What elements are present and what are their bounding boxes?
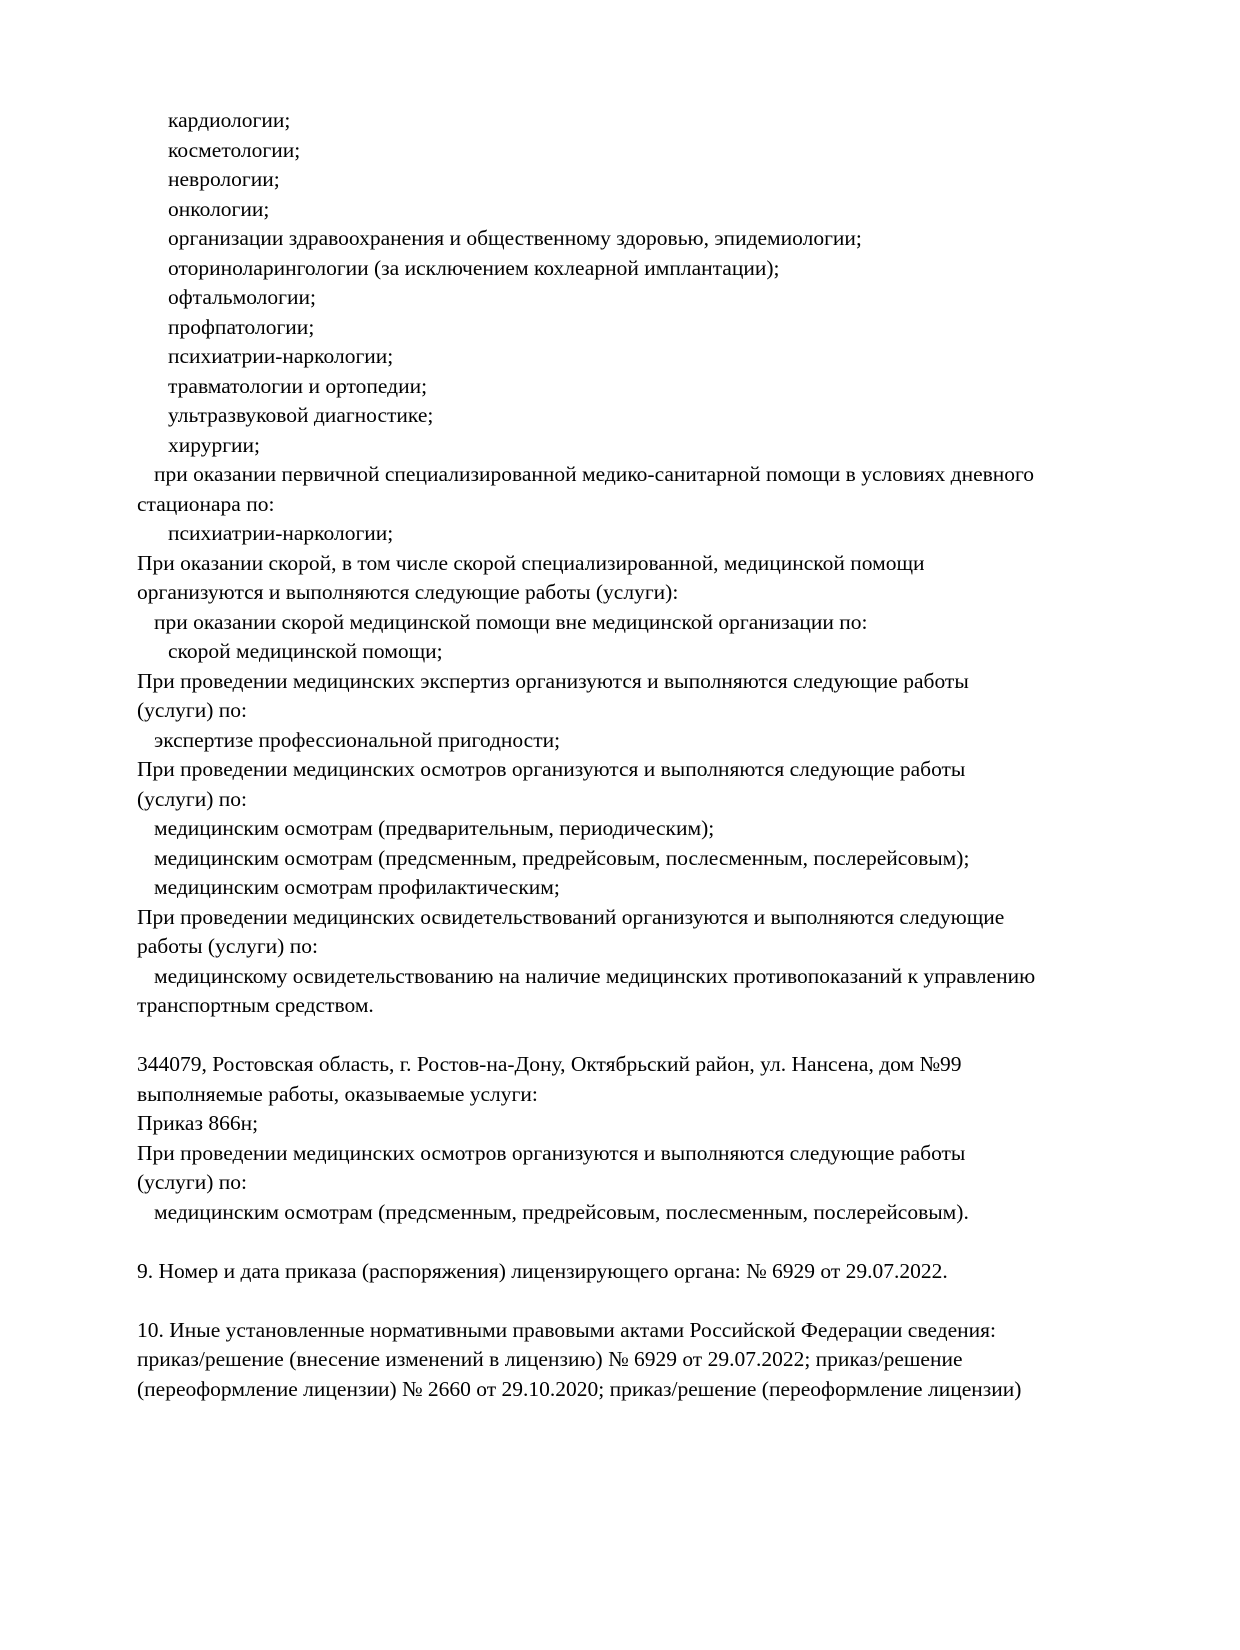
- document-line: При проведении медицинских освидетельствований организуются и выполняются следующие: [137, 904, 1005, 929]
- document-line: при оказании первичной специализированной медико-санитарной помощи в условиях дневного: [154, 462, 1035, 486]
- document-line: работы (услуги) по:: [137, 934, 318, 958]
- document-line: организации здравоохранения и общественному здоровью, эпидемиологии;: [168, 226, 862, 250]
- document-line: (услуги) по:: [137, 698, 248, 722]
- blank-line: [137, 1286, 1122, 1316]
- document-line: офтальмологии;: [168, 285, 316, 309]
- document-line: приказ/решение (внесение изменений в лицензию) № 6929 от 29.07.2022; приказ/решение: [137, 1347, 963, 1371]
- document-line: Приказ 866н;: [137, 1111, 259, 1135]
- document-line: 9. Номер и дата приказа (распоряжения) лицензирующего органа: № 6929 от 29.07.2022.: [137, 1258, 948, 1283]
- document-line: ультразвуковой диагностике;: [168, 403, 434, 427]
- document-line: профпатологии;: [168, 314, 315, 339]
- document-line: медицинскому освидетельствованию на наличие медицинских противопоказаний к управлению: [154, 963, 1036, 988]
- document-line: При проведении медицинских экспертиз организуются и выполняются следующие работы: [137, 668, 969, 693]
- document-line: хирургии;: [168, 432, 261, 457]
- document-line: травматологии и ортопедии;: [168, 373, 428, 398]
- blank-line: [137, 1227, 1122, 1257]
- document-line: стационара по:: [137, 491, 275, 516]
- document-line: При проведении медицинских осмотров организуются и выполняются следующие работы: [137, 757, 966, 781]
- document-line: медицинским осмотрам (предварительным, периодическим);: [154, 816, 715, 840]
- document-line: организуются и выполняются следующие работы (услуги):: [137, 580, 679, 604]
- blank-line: [137, 1021, 1122, 1051]
- document-line: при оказании скорой медицинской помощи вне медицинской организации по:: [154, 609, 868, 634]
- document-line: экспертизе профессиональной пригодности;: [154, 727, 561, 752]
- document-line: медицинским осмотрам профилактическим;: [154, 875, 560, 899]
- document-line: психиатрии-наркологии;: [168, 344, 394, 368]
- document-line: психиатрии-наркологии;: [168, 521, 394, 545]
- document-line: 344079, Ростовская область, г. Ростов-на-Дону, Октябрьский район, ул. Нансена, дом №99: [137, 1052, 962, 1076]
- document-line: оториноларингологии (за исключением кохлеарной имплантации);: [168, 255, 780, 280]
- document-line: При оказании скорой, в том числе скорой специализированной, медицинской помощи: [137, 550, 925, 575]
- document-line: (услуги) по:: [137, 786, 248, 811]
- document-line: (переоформление лицензии) № 2660 от 29.10.2020; приказ/решение (переоформление лицензии): [137, 1376, 1022, 1401]
- document-line: неврологии;: [168, 167, 280, 191]
- document-line: При проведении медицинских осмотров организуются и выполняются следующие работы: [137, 1140, 966, 1165]
- document-line: медицинским осмотрам (предсменным, предрейсовым, послесменным, послерейсовым);: [154, 845, 970, 870]
- document-line: онкологии;: [168, 196, 270, 221]
- document-line: 10. Иные установленные нормативными правовыми актами Российской Федерации сведения:: [137, 1317, 996, 1342]
- document-line: скорой медицинской помощи;: [168, 639, 443, 663]
- document-line: транспортным средством.: [137, 993, 374, 1017]
- document-line: косметологии;: [168, 137, 301, 162]
- document-line: кардиологии;: [168, 108, 291, 132]
- document-line: выполняемые работы, оказываемые услуги:: [137, 1081, 538, 1106]
- document-text-block: [137, 106, 1122, 1404]
- document-line: медицинским осмотрам (предсменным, предрейсовым, послесменным, послерейсовым).: [154, 1199, 969, 1224]
- document-line: (услуги) по:: [137, 1170, 248, 1194]
